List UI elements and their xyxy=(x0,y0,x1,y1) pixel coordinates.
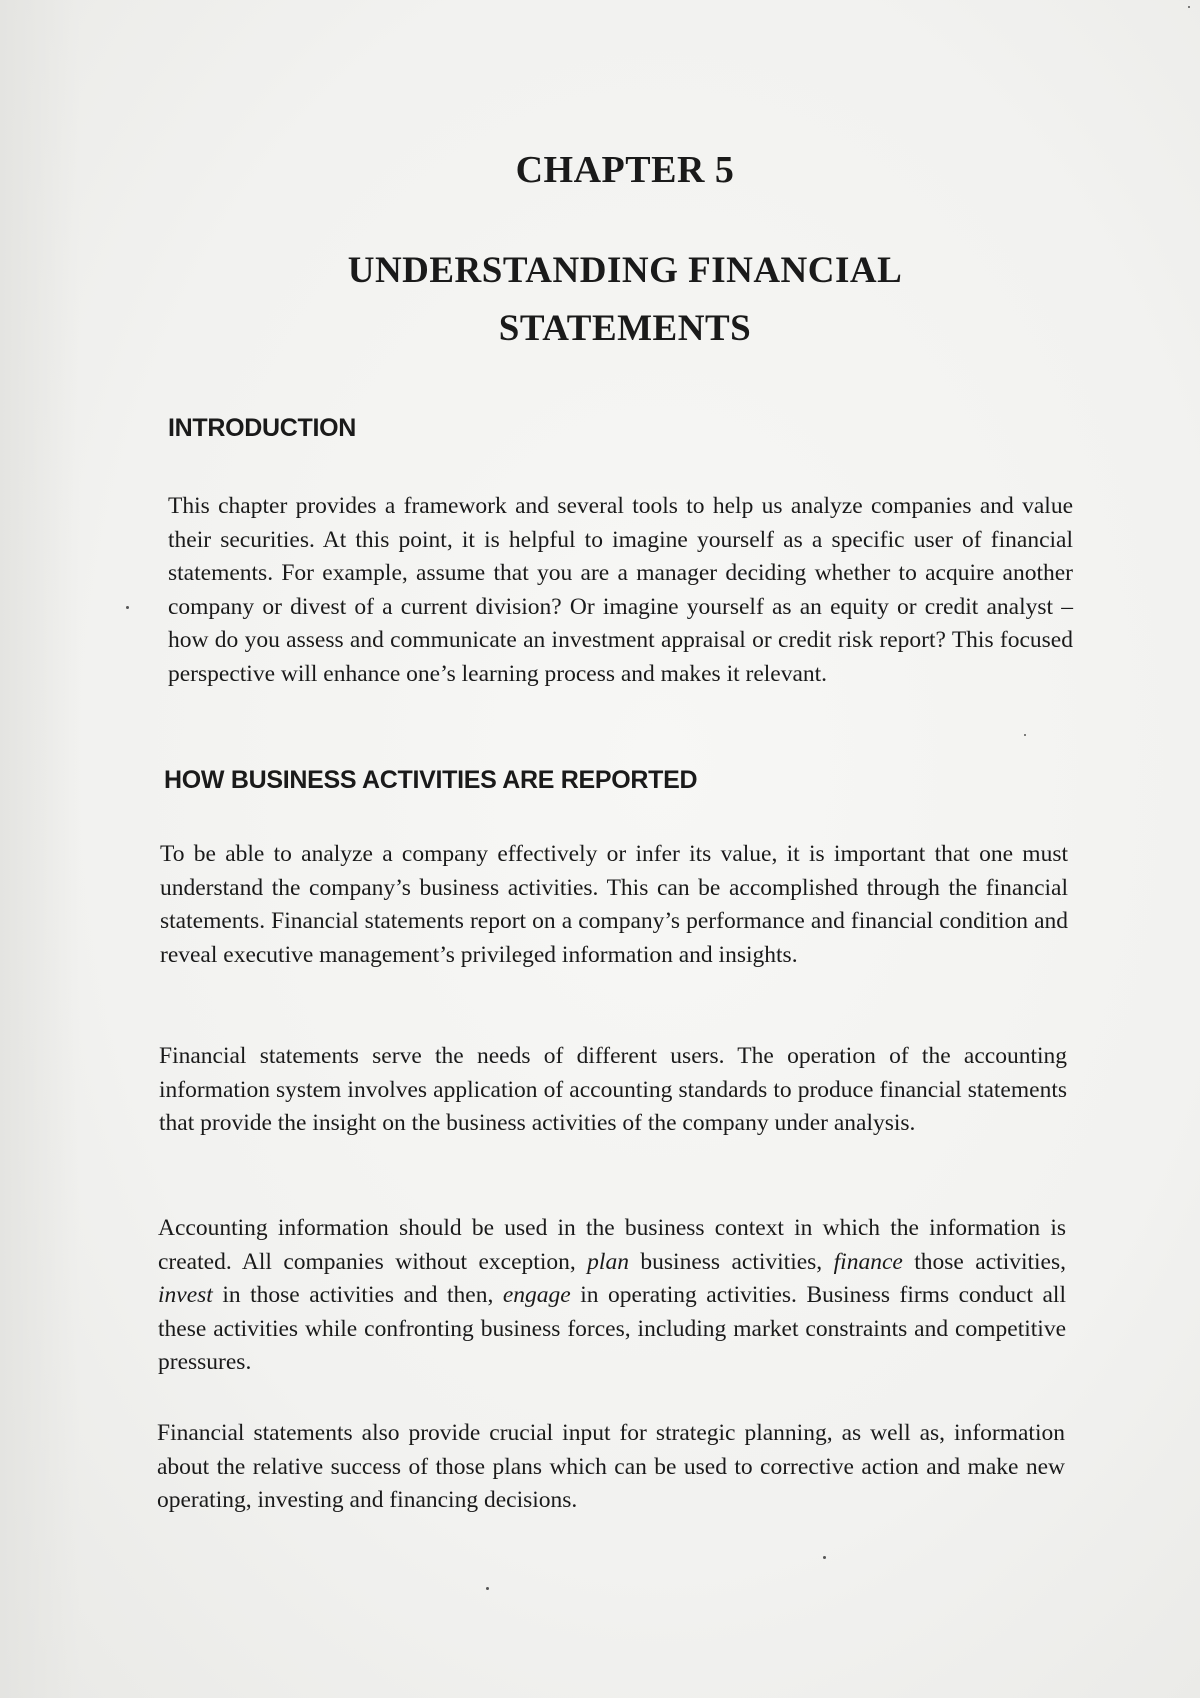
business-activities-paragraph-3 xyxy=(158,1212,1066,1380)
business-activities-paragraph-2: Financial statements serve the needs of different users. The operation of the accounting information system involves application of accounting standards to produce financial statements that provide the insight on the business activities of the company under analysis. xyxy=(159,1043,1067,1136)
business-activities-heading: HOW BUSINESS ACTIVITIES ARE REPORTED xyxy=(164,766,698,794)
paragraph-3-text-2: business activities, xyxy=(628,1248,834,1275)
chapter-title xyxy=(250,242,1000,358)
emphasis-finance: finance xyxy=(833,1248,903,1275)
chapter-title-line2: STATEMENTS xyxy=(498,308,752,349)
emphasis-plan: plan xyxy=(587,1248,629,1275)
introduction-heading: INTRODUCTION xyxy=(168,414,357,442)
scan-speck xyxy=(823,1556,826,1559)
emphasis-invest: invest xyxy=(158,1282,213,1308)
paragraph-3-text-1: Accounting information should be used in the business context in which the information is created. All companies without exception, xyxy=(158,1215,1066,1275)
paragraph-3-text-5: in operating activities. Business firms conduct all these activities while confronting business forces, including market constraints and competitive pressures. xyxy=(158,1282,1066,1375)
scan-speck xyxy=(1188,6,1190,8)
business-activities-paragraph-4: Financial statements also provide crucial input for strategic planning, as well as, information about the relative success of those plans which can be used to corrective action and make new operating, investing and financing decisions. xyxy=(157,1420,1065,1513)
paragraph-3-text-3: those activities, xyxy=(902,1248,1067,1275)
introduction-paragraph: This chapter provides a framework and several tools to help us analyze companies and value their securities. At this point, it is helpful to imagine yourself as a specific user of financial statements. For example, assume that you are a manager deciding whether to acquire another company or divest of a current division? Or imagine yourself as an equity or credit analyst – how do you assess and communicate an investment appraisal or credit risk report? This focused perspective will enhance one’s learning process and makes it relevant. xyxy=(168,493,1073,687)
chapter-number: CHAPTER 5 xyxy=(515,149,735,191)
scan-speck xyxy=(486,1587,489,1590)
paragraph-3-text-4: in those activities and then, xyxy=(212,1282,503,1308)
business-activities-paragraph-1: To be able to analyze a company effectively or infer its value, it is important that one must understand the company’s business activities. This can be accomplished through the financial statements. Financial statements report on a company’s performance and financial condition and reveal executive management’s privileged information and insights. xyxy=(160,841,1068,968)
scan-speck xyxy=(1024,734,1026,736)
chapter-title-line1: UNDERSTANDING FINANCIAL xyxy=(347,250,903,291)
scan-shadow-edge xyxy=(0,0,80,1698)
scan-speck xyxy=(126,606,129,609)
emphasis-engage: engage xyxy=(502,1282,571,1308)
